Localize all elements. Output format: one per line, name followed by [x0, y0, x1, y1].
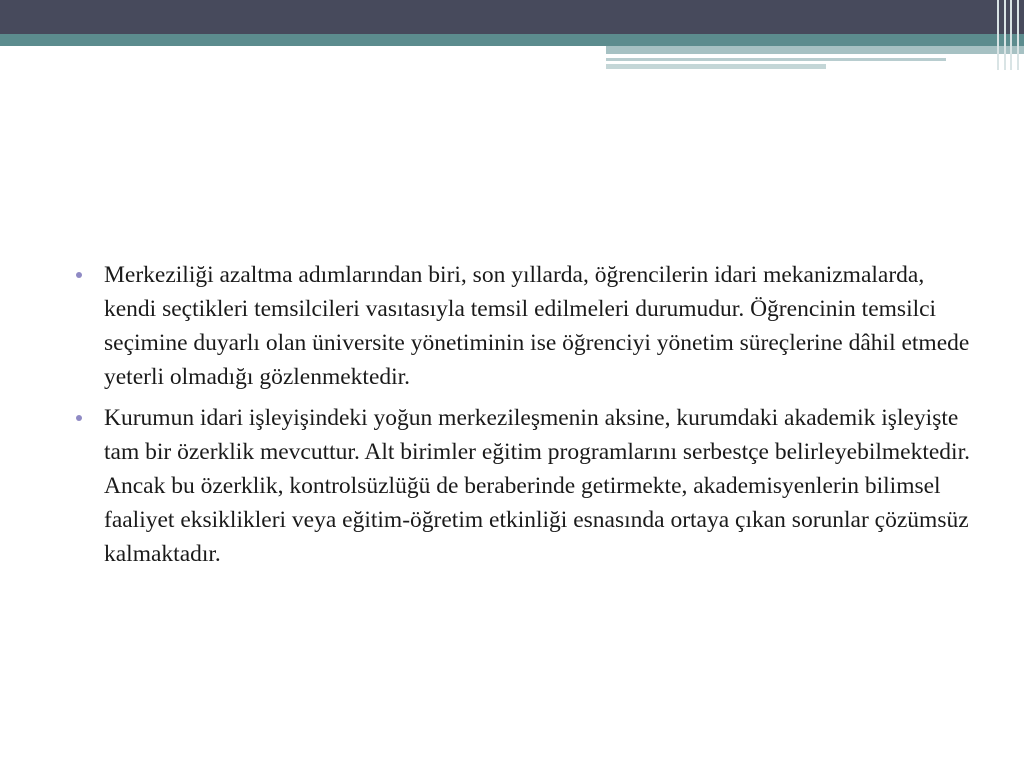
vertical-stripe	[1004, 0, 1006, 70]
header-accent-line	[606, 58, 946, 61]
bullet-text: Merkeziliği azaltma adımlarından biri, son yıllarda, öğrencilerin idari mekanizmalarda, kendi seçtikleri temsilcileri vasıtasıyla temsil edilmeleri durumudur. Öğrencinin temsilci seçimine duyarlı olan üniversite yönetiminin ise öğrenciyi yönetim süreçlerine dâhil etmede yeterli olmadığı gözlenmektedir.	[104, 262, 970, 390]
header-accent-bar	[606, 46, 1024, 54]
vertical-stripe	[997, 0, 999, 70]
bullet-item	[74, 401, 974, 571]
vertical-stripe	[1010, 0, 1012, 70]
bullet-list	[74, 258, 974, 571]
header-teal-bar	[0, 34, 1024, 46]
slide-body	[74, 258, 974, 578]
bullet-item	[74, 258, 974, 394]
bullet-text: Kurumun idari işleyişindeki yoğun merkezileşmenin aksine, kurumdaki akademik işleyişte tam bir özerklik mevcuttur. Alt birimler eğitim programlarını serbestçe belirleyebilmektedir. Ancak bu özerklik, kontrolsüzlüğü de beraberinde getirmekte, akademisyenlerin bilimsel faaliyet eksiklikleri veya eğitim-öğretim etkinliği esnasında ortaya çıkan sorunlar çözümsüz kalmaktadır.	[104, 405, 970, 567]
header-vertical-stripes	[992, 0, 1024, 70]
bullet-dot-icon	[76, 272, 82, 278]
header-dark-bar	[0, 0, 1024, 34]
bullet-dot-icon	[76, 415, 82, 421]
header-accent-line-short	[606, 64, 826, 69]
vertical-stripe	[1017, 0, 1019, 70]
